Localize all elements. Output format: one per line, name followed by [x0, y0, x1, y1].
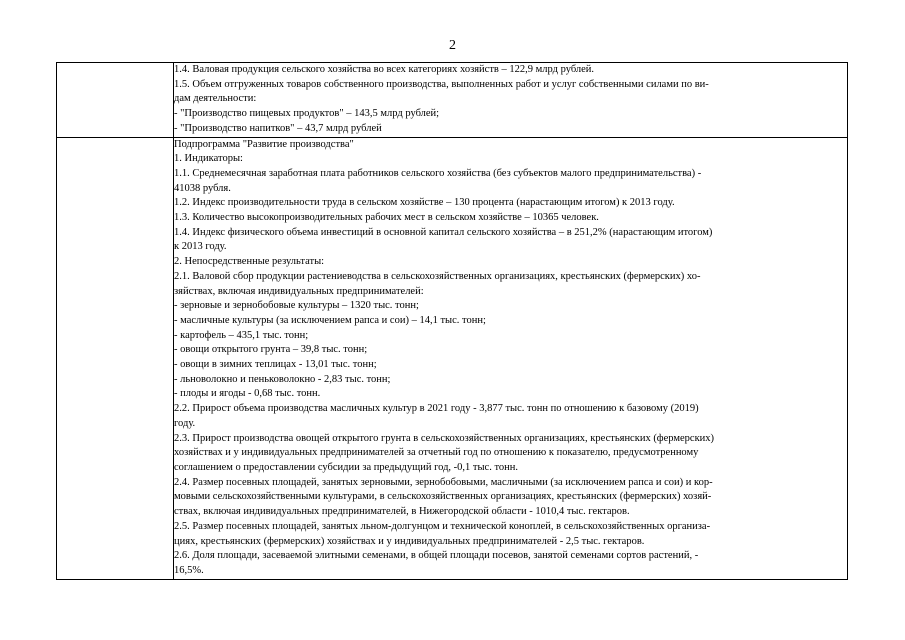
text-line: 2.6. Доля площади, засеваемой элитными семенами, в общей площади посевов, занятой семенами сортов растений, - [174, 550, 699, 562]
text-line: циях, крестьянских (фермерских) хозяйствах и у индивидуальных предпринимателей - 2,5 тыс. гектаров. [174, 535, 645, 547]
text-line: 1.3. Количество высокопроизводительных рабочих мест в сельском хозяйстве – 10365 человек. [174, 212, 599, 224]
text-line: 1.1. Среднемесячная заработная плата работников сельского хозяйства (без субъектов малого предпринимательства) - [174, 167, 702, 179]
text-line: - плоды и ягоды - 0,68 тыс. тонн. [174, 388, 321, 400]
document-table [56, 62, 848, 580]
text-line: Подпрограмма "Развитие производства" [174, 138, 354, 150]
text-line: 1.2. Индекс производительности труда в сельском хозяйстве – 130 процента (нарастающим итогом) к 2013 году. [174, 197, 675, 209]
text-line: - картофель – 435,1 тыс. тонн; [174, 329, 309, 341]
text-cell [174, 63, 848, 138]
text-line: зяйствах, включая индивидуальных предпринимателей: [174, 285, 424, 297]
table-row [57, 63, 848, 138]
empty-label-cell [57, 137, 174, 579]
text-line: 2.3. Прирост производства овощей открытого грунта в сельскохозяйственных организациях, крестьянских (фермерских) [174, 432, 715, 444]
text-line: дам деятельности: [174, 93, 257, 105]
text-line: 2. Непосредственные результаты: [174, 256, 325, 268]
text-line: - "Производство пищевых продуктов" – 143,5 млрд рублей; [174, 108, 440, 120]
text-line: 2.1. Валовой сбор продукции растениеводства в сельскохозяйственных организациях, крестьянских (фермерских) хо- [174, 270, 701, 282]
text-line: году. [174, 417, 196, 429]
text-line: 1. Индикаторы: [174, 153, 243, 165]
text-line: - масличные культуры (за исключением рапса и сои) – 14,1 тыс. тонн; [174, 314, 486, 326]
text-line: 2.5. Размер посевных площадей, занятых льном-долгунцом и технической коноплей, в сельскохозяйственных организа- [174, 520, 711, 532]
table-row [57, 137, 848, 579]
text-line: - овощи в зимних теплицах - 13,01 тыс. тонн; [174, 359, 377, 371]
page-number: 2 [449, 38, 456, 53]
text-line: мовыми сельскохозяйственными культурами, в сельскохозяйственных организациях, крестьянских (фермерских) хозяй- [174, 491, 712, 503]
text-line: 2.2. Прирост объема производства масличных культур в 2021 году - 3,877 тыс. тонн по отношению к базовому (2019) [174, 403, 699, 415]
text-cell [174, 137, 848, 579]
empty-label-cell [57, 63, 174, 138]
text-line: 1.4. Валовая продукция сельского хозяйства во всех категориях хозяйств – 122,9 млрд рублей. [174, 64, 595, 75]
text-line: к 2013 году. [174, 241, 227, 253]
text-line: - зерновые и зернобобовые культуры – 1320 тыс. тонн; [174, 300, 419, 312]
text-line: - овощи открытого грунта – 39,8 тыс. тонн; [174, 344, 368, 356]
text-line: - льноволокно и пеньковолокно - 2,83 тыс. тонн; [174, 373, 391, 385]
text-line: хозяйствах и у индивидуальных предпринимателей за отчетный год по отношению к показателю, предусмотренному [174, 447, 699, 459]
text-line: 16,5%. [174, 564, 204, 576]
text-line: 2.4. Размер посевных площадей, занятых зерновыми, зернобобовыми, масличными (за исключением рапса и сои) и кор- [174, 476, 713, 488]
text-line: 1.5. Объем отгруженных товаров собственного производства, выполненных работ и услуг собственными силами по ви- [174, 78, 709, 90]
text-line: 1.4. Индекс физического объема инвестиций в основной капитал сельского хозяйства – в 251,2% (нарастающим итогом) [174, 226, 713, 238]
text-line: соглашением о предоставлении субсидии за предыдущий год, -0,1 тыс. тонн. [174, 461, 519, 473]
text-line: 41038 рубля. [174, 182, 231, 194]
text-line: ствах, включая индивидуальных предпринимателей, в Нижегородской области - 1010,4 тыс. гектаров. [174, 506, 630, 518]
text-line: - "Производство напитков" – 43,7 млрд рублей [174, 122, 382, 134]
